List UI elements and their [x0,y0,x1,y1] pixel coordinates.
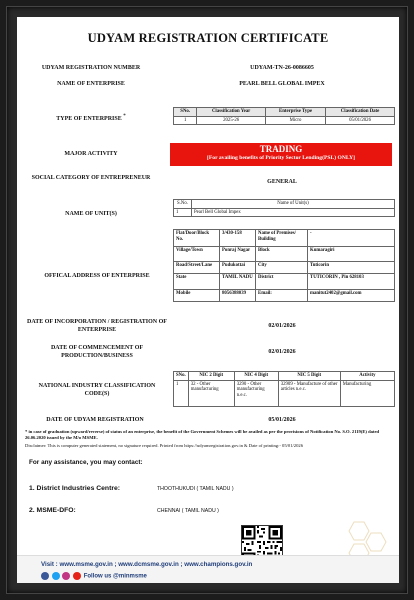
follow-handle: Follow us @minmsme [83,573,147,580]
table-cell: Manufacturing [340,380,394,406]
table-header: SNo. [174,108,197,117]
instagram-icon[interactable] [62,572,70,580]
unit-names-label: NAME OF UNIT(S) [65,211,117,217]
table-cell: 3290 - Other manufacturing n.e.c. [234,380,278,406]
table-cell: 32909 - Manufacture of other articles n.e.c. [278,380,340,406]
enterprise-name-label: NAME OF ENTERPRISE [57,81,125,87]
table-cell: 1 [174,380,189,406]
table-row [174,247,395,262]
table-header: NIC 5 Digit [278,372,340,381]
table-row [174,380,395,406]
social-category-label: SOCIAL CATEGORY OF ENTREPRENEUR [31,175,151,181]
enterprise-type-table [173,107,395,125]
dic-label: 1. District Industries Centre: [29,485,121,492]
udyam-date-label: DATE OF UDYAM REGISTRATION [46,417,144,423]
msme-dfo-label: 2. MSME-DFO: [29,507,76,514]
commencement-date-value: 02/01/2026 [268,349,296,355]
enterprise-name-value: PEARL BELL GLOBAL IMPEX [239,81,325,87]
address-value: 8056388039 [220,290,256,302]
dic-value: THOOTHUKUDI ( TAMIL NADU ) [157,486,234,492]
activity-value: TRADING [259,144,303,154]
table-header: Name of Unit(s) [192,200,395,209]
footer-visit-links[interactable]: Visit : www.msme.gov.in ; www.dcmsme.gov.in ; www.champions.gov.in [41,561,253,568]
msme-dfo-value: CHENNAI ( TAMIL NADU ) [157,508,219,514]
address-value: Kumaragiri [308,247,395,262]
youtube-icon[interactable] [73,572,81,580]
table-row [174,274,395,290]
twitter-icon[interactable] [52,572,60,580]
table-header: SNo. [174,372,189,381]
address-key: Flat/Door/Block No. [174,230,220,247]
table-header-row [174,200,395,209]
address-key: Block [256,247,308,262]
address-key: Mobile [174,290,220,302]
table-header-row [174,372,395,381]
table-row [174,262,395,274]
address-key: City [256,262,308,274]
table-row [174,290,395,302]
table-header: NIC 4 Digit [234,372,278,381]
nic-codes-label: NATIONAL INDUSTRY CLASSIFICATION CODE(S) [38,383,156,397]
table-header: NIC 2 Digit [188,372,234,381]
trading-banner [170,143,392,166]
incorporation-date-value: 02/01/2026 [268,323,296,329]
assistance-heading: For any assistance, you may contact: [29,459,143,466]
table-header-row [174,108,395,117]
table-row [174,116,395,125]
official-address-table [173,229,395,302]
table-cell: Micro [265,116,325,125]
footer-social [41,572,147,580]
registration-number-label: UDYAM REGISTRATION NUMBER [41,65,141,71]
enterprise-type-label: TYPE OF ENTERPRISE * [56,114,126,122]
footer-bar [17,555,399,583]
address-key: Email: [256,290,308,302]
facebook-icon[interactable] [41,572,49,580]
table-header: Enterprise Type [265,108,325,117]
table-header: Classification Year [197,108,266,117]
official-address-label: OFFICAL ADDRESS OF ENTERPRISE [44,273,150,279]
table-cell: 05/01/2026 [326,116,395,125]
activity-note: [For availing benefits of Priority Sector Lending(PSL) ONLY] [207,155,355,161]
incorporation-date-label: DATE OF INCORPORATION / REGISTRATION OF ENTERPRISE [27,319,167,333]
address-value: TUTICORIN , Pin 628103 [308,274,395,290]
table-cell: 1 [174,208,192,217]
address-value: Tuticorin [308,262,395,274]
unit-names-table [173,199,395,217]
table-cell: 32 - Other manufacturing [188,380,234,406]
address-value: TAMIL NADU [220,274,256,290]
address-key: District [256,274,308,290]
table-header: Classification Date [326,108,395,117]
address-value: manitut2402@gmail.com [308,290,395,302]
address-key: Road/Street/Lane [174,262,220,274]
address-value: Pudukottai [220,262,256,274]
page-title: UDYAM REGISTRATION CERTIFICATE [87,31,329,45]
address-key: Name of Premises/ Building [256,230,308,247]
disclaimer: Disclaimer: This is computer generated statement, no signature required. Printed from https://udyamregistration.gov.in & Date of printing:- 05/01/2026 [25,443,303,448]
table-cell: 1 [174,116,197,125]
major-activity-label: MAJOR ACTIVITY [64,151,118,157]
address-key: State [174,274,220,290]
graduation-footnote: * in case of graduation (upward/reverse) of status of an enterprise, the benefit of the Government Schemes will be availed as per the provisions of Notification No. S.O. 2119(E) dated 26.06.2020 issued by the M/o MSME. [25,429,380,440]
certificate-frame [6,6,408,594]
nic-codes-table [173,371,395,407]
address-value: - [308,230,395,247]
table-row [174,208,395,217]
social-category-value: GENERAL [267,179,297,185]
registration-number-value: UDYAM-TN-26-0086605 [250,65,314,71]
address-key: Village/Town [174,247,220,262]
table-cell: 2025-26 [197,116,266,125]
address-value: 3/430-158 [220,230,256,247]
certificate-paper [17,17,399,583]
address-value: Ponraj Nagar [220,247,256,262]
table-cell: Pearl Bell Global Impex [192,208,395,217]
table-row [174,230,395,247]
table-header: S.No. [174,200,192,209]
table-header: Activity [340,372,394,381]
commencement-date-label: DATE OF COMMENCEMENT OF PRODUCTION/BUSINESS [50,345,144,359]
udyam-date-value: 05/01/2026 [268,417,296,423]
